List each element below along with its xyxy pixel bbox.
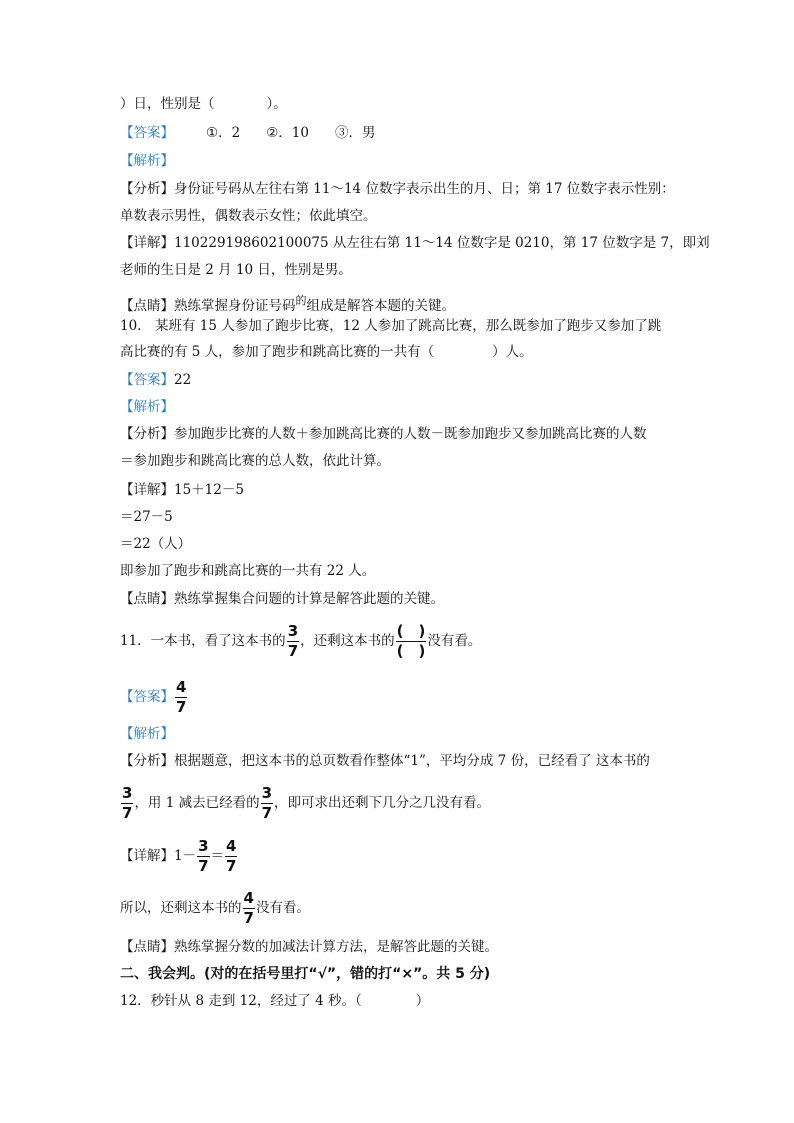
q11-fenxi-line2: [120, 780, 490, 826]
q10-stem-line1: 10. 某班有 15 人参加了跑步比赛，12 人参加了跳高比赛，那么既参加了跑步又参加了跳: [120, 318, 662, 334]
frac-den: ( ): [396, 642, 426, 660]
q10-answer: [120, 370, 191, 390]
fraction-4-7: [243, 891, 255, 926]
q9-xiangjie-line1: [120, 233, 710, 253]
q10-fenxi-line1: [120, 424, 647, 444]
xiangjie-tag: 【详解】: [120, 235, 174, 251]
frac-num: 3: [198, 837, 209, 855]
q9-text-a: ）日，性别是（: [120, 96, 215, 112]
fraction-3-7: [121, 786, 133, 821]
q11-dianjing: [120, 937, 498, 957]
q10-xiangjie-step1: [120, 480, 244, 500]
step-1: 15＋12－5: [174, 482, 244, 498]
fraction-3-7: [197, 839, 209, 874]
fenxi-text-b: ，即可求出还剩下几分之几没有看。: [274, 795, 491, 811]
q11-text-b: ，还剩这本书的: [300, 633, 395, 649]
q11-fenxi-line1: [120, 751, 650, 771]
q9-fenxi-line2: 单数表示男性，偶数表示女性；依此填空。: [120, 208, 377, 224]
q10-fenxi-line2: ＝参加跑步和跳高比赛的总人数，依此计算。: [120, 453, 390, 469]
xiangjie-eq: ＝: [210, 848, 225, 864]
conclusion-text-a: 所以，还剩这本书的: [120, 900, 242, 916]
answer-value: 22: [174, 372, 192, 388]
answer-2: ②．10: [266, 125, 309, 141]
xiangjie-tag: 【详解】: [120, 848, 174, 864]
dianjing-text: 熟练掌握集合问题的计算是解答此题的关键。: [174, 591, 444, 607]
q10-conclusion: 即参加了跑步和跳高比赛的一共有 22 人。: [120, 563, 376, 579]
fraction-3-7: [287, 624, 299, 659]
q10-xiangjie-step3: ＝22（人）: [120, 536, 192, 552]
frac-num: 4: [243, 889, 254, 907]
jiexi-tag: 【解析】: [120, 726, 174, 742]
q12-stem: [120, 991, 429, 1011]
dianjing-tag: 【点睛】: [120, 591, 174, 607]
q11-conclusion: [120, 885, 310, 931]
section-2-heading: 二、我会判。(对的在括号里打“√”，错的打“×”。共 5 分): [120, 966, 491, 982]
answer-tag: 【答案】: [120, 689, 174, 705]
q9-text-tail: [120, 94, 287, 114]
dianjing-tag: 【点睛】: [120, 298, 174, 314]
q11-xiangjie: [120, 833, 238, 879]
q10-text-b: ）人。: [492, 344, 533, 360]
q10-stem-line2: [120, 342, 533, 362]
fenxi-tag: 【分析】: [120, 181, 174, 197]
q9-answer: [120, 123, 375, 143]
q10-dianjing: [120, 589, 444, 609]
q10-text-a: 高比赛的有 5 人，参加了跑步和跳高比赛的一共有（: [120, 344, 435, 360]
dianjing-text-a: 熟练掌握身份证号码: [174, 298, 296, 314]
fraction-blank: [396, 624, 427, 659]
frac-num: ( ): [396, 622, 426, 640]
fenxi-text-a: ，用 1 减去已经看的: [134, 795, 260, 811]
q9-text-b: ）。: [266, 96, 287, 112]
frac-den: 7: [243, 909, 254, 927]
answer-fraction: [175, 680, 187, 715]
frac-den: 7: [122, 804, 133, 822]
fraction-3-7: [261, 786, 273, 821]
frac-num: 4: [226, 837, 237, 855]
frac-num: 4: [176, 678, 187, 696]
q9-xiangjie-line2: 老师的生日是 2 月 10 日，性别是男。: [120, 262, 352, 278]
dianjing-text: 熟练掌握分数的加减法计算方法，是解答此题的关键。: [174, 939, 498, 955]
q11-stem: [120, 618, 481, 664]
q10-xiangjie-step2: ＝27－5: [120, 509, 173, 525]
q12-text-a: 12．秒针从 8 走到 12，经过了 4 秒。（: [120, 993, 362, 1009]
frac-den: 7: [176, 698, 187, 716]
fenxi-text: 身份证号码从左往右第 11～14 位数字表示出生的月、日；第 17 位数字表示性别：: [174, 181, 675, 197]
fenxi-tag: 【分析】: [120, 426, 174, 442]
q11-answer: [120, 674, 188, 720]
answer-tag: 【答案】: [120, 125, 174, 141]
q9-fenxi-line1: [120, 179, 675, 199]
dianjing-tag: 【点睛】: [120, 939, 174, 955]
q12-text-b: ）: [415, 993, 430, 1009]
q9-dianjing: [120, 291, 455, 316]
frac-den: 7: [261, 804, 273, 822]
frac-num: 3: [122, 784, 133, 802]
answer-3: ③．男: [334, 125, 376, 141]
jiexi-tag: 【解析】: [120, 399, 174, 415]
fenxi-text: 根据题意，把这本书的总页数看作整体“1”，平均分成 7 份，已经看了 这本书的: [174, 753, 650, 769]
frac-den: 7: [198, 857, 209, 875]
fenxi-text: 参加跑步比赛的人数＋参加跳高比赛的人数－既参加跑步又参加跳高比赛的人数: [174, 426, 647, 442]
answer-tag: 【答案】: [120, 372, 174, 388]
xiangjie-tag: 【详解】: [120, 482, 174, 498]
frac-num: 3: [287, 622, 299, 640]
fenxi-tag: 【分析】: [120, 753, 174, 769]
frac-den: 7: [226, 857, 237, 875]
frac-num: 3: [261, 784, 273, 802]
fraction-4-7: [225, 839, 237, 874]
xiangjie-text: 110229198602100075 从左往右第 11～14 位数字是 0210，第 17 位数字是 7，即刘: [174, 235, 710, 251]
conclusion-text-b: 没有看。: [255, 900, 310, 916]
jiexi-tag: 【解析】: [120, 153, 174, 169]
xiangjie-prefix: 1－: [174, 848, 197, 864]
dianjing-small: 的: [295, 294, 307, 307]
frac-den: 7: [287, 642, 299, 660]
dianjing-text-b: 组成是解答本题的关键。: [306, 298, 455, 314]
q11-text-a: 11．一本书，看了这本书的: [120, 633, 286, 649]
q11-text-c: 没有看。: [427, 633, 482, 649]
answer-1: ①．2: [206, 125, 241, 141]
